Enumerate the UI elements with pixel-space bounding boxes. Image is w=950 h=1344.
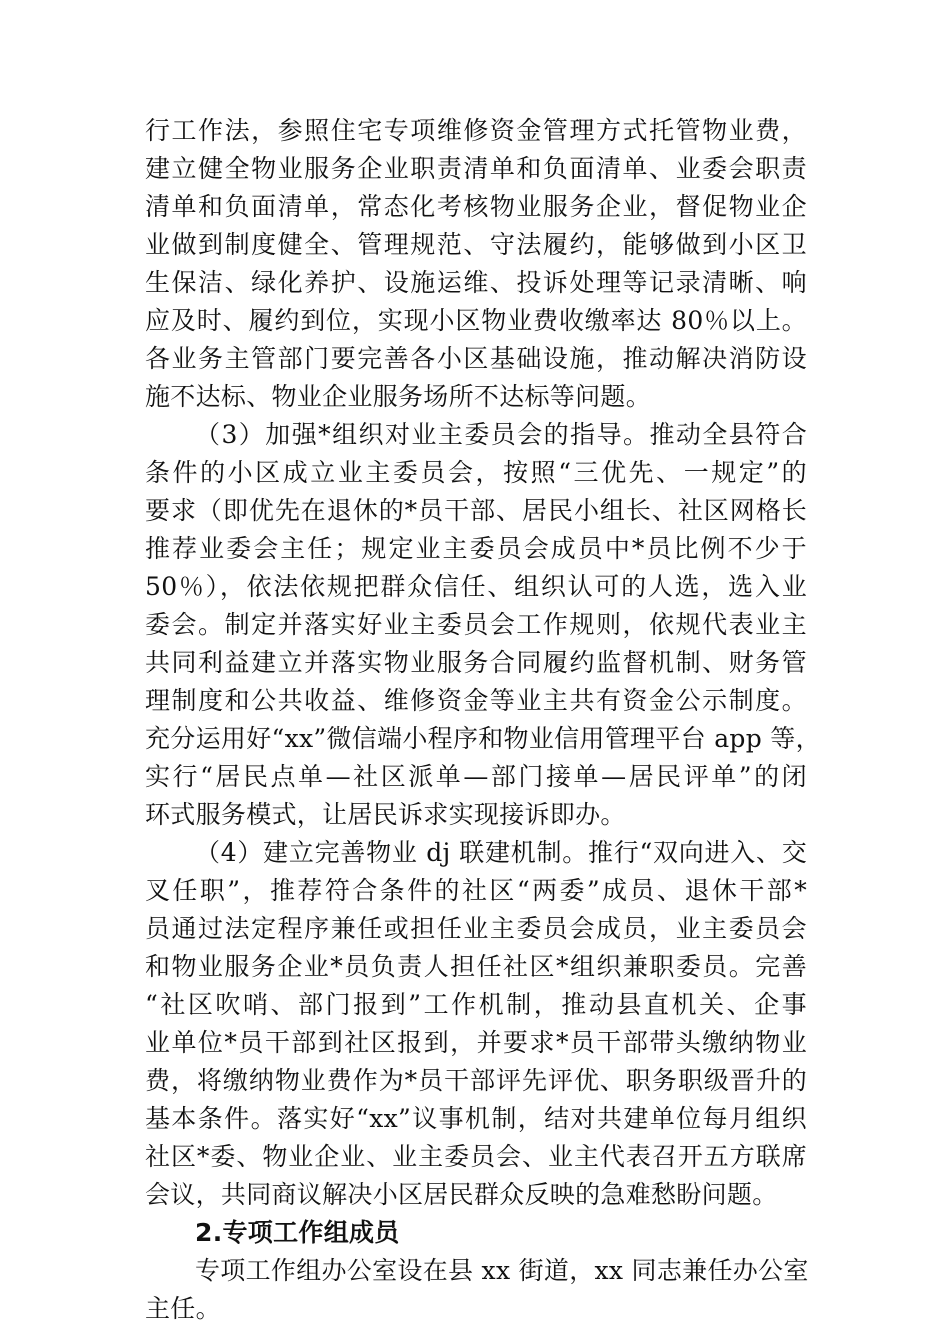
text-line: 要求（即优先在退休的*员干部、居民小组长、社区网格长 xyxy=(145,496,807,525)
text-line: 社区*委、物业企业、业主委员会、业主代表召开五方联席 xyxy=(145,1142,807,1171)
paragraph-owners-committee xyxy=(145,416,821,834)
text-line: 推荐业委会主任；规定业主委员会成员中*员比例不少于 xyxy=(145,534,807,563)
text-line: 叉任职”，推荐符合条件的社区“两委”成员、退休干部* xyxy=(145,876,807,905)
text-line: 行工作法，参照住宅专项维修资金管理方式托管物业费， xyxy=(145,116,807,145)
text-line: 应及时、履约到位，实现小区物业费收缴率达 80％以上。 xyxy=(145,306,807,335)
text-line: 环式服务模式，让居民诉求实现接诉即办。 xyxy=(145,800,626,829)
text-line: 费，将缴纳物业费作为*员干部评先评优、职务职级晋升的 xyxy=(145,1066,807,1095)
text-line: （4）建立完善物业 dj 联建机制。推行“双向进入、交 xyxy=(195,838,807,867)
text-line: 委会。制定并落实好业主委员会工作规则，依规代表业主 xyxy=(145,610,807,639)
text-line: 清单和负面清单，常态化考核物业服务企业，督促物业企 xyxy=(145,192,807,221)
text-line: 生保洁、绿化养护、设施运维、投诉处理等记录清晰、响 xyxy=(145,268,807,297)
text-line: 共同利益建立并落实物业服务合同履约监督机制、财务管 xyxy=(145,648,807,677)
text-line: （3）加强*组织对业主委员会的指导。推动全县符合 xyxy=(195,420,807,449)
text-line: 员通过法定程序兼任或担任业主委员会成员，业主委员会 xyxy=(145,914,807,943)
paragraph-working-group xyxy=(145,1252,807,1328)
paragraph-joint-mechanism xyxy=(145,834,807,1214)
text-line: 会议，共同商议解决小区居民群众反映的急难愁盼问题。 xyxy=(145,1180,778,1209)
text-line: 业单位*员干部到社区报到，并要求*员干部带头缴纳物业 xyxy=(145,1028,807,1057)
text-line: 和物业服务企业*员负责人担任社区*组织兼职委员。完善 xyxy=(145,952,807,981)
text-line: “社区吹哨、部门报到”工作机制，推动县直机关、企事 xyxy=(145,990,807,1019)
text-line: 实行“居民点单—社区派单—部门接单—居民评单”的闭 xyxy=(145,762,807,791)
paragraph-property-fee xyxy=(145,112,807,416)
text-line: 主任。 xyxy=(145,1294,221,1323)
text-line: 充分运用好“xx”微信端小程序和物业信用管理平台 app 等， xyxy=(145,724,821,753)
text-line: 建立健全物业服务企业职责清单和负面清单、业委会职责 xyxy=(145,154,807,183)
text-line: 50％），依法依规把群众信任、组织认可的人选，选入业 xyxy=(145,572,807,601)
text-line: 理制度和公共收益、维修资金等业主共有资金公示制度。 xyxy=(145,686,807,715)
text-line: 专项工作组办公室设在县 xx 街道，xx 同志兼任办公室 xyxy=(195,1256,809,1285)
text-line: 基本条件。落实好“xx”议事机制，结对共建单位每月组织 xyxy=(145,1104,807,1133)
text-line: 施不达标、物业企业服务场所不达标等问题。 xyxy=(145,382,652,411)
text-line: 业做到制度健全、管理规范、守法履约，能够做到小区卫 xyxy=(145,230,807,259)
text-line: 各业务主管部门要完善各小区基础设施，推动解决消防设 xyxy=(145,344,807,373)
section-heading: 2.专项工作组成员 xyxy=(195,1218,400,1247)
document-body xyxy=(145,112,821,1328)
text-line: 条件的小区成立业主委员会，按照“三优先、一规定”的 xyxy=(145,458,807,487)
